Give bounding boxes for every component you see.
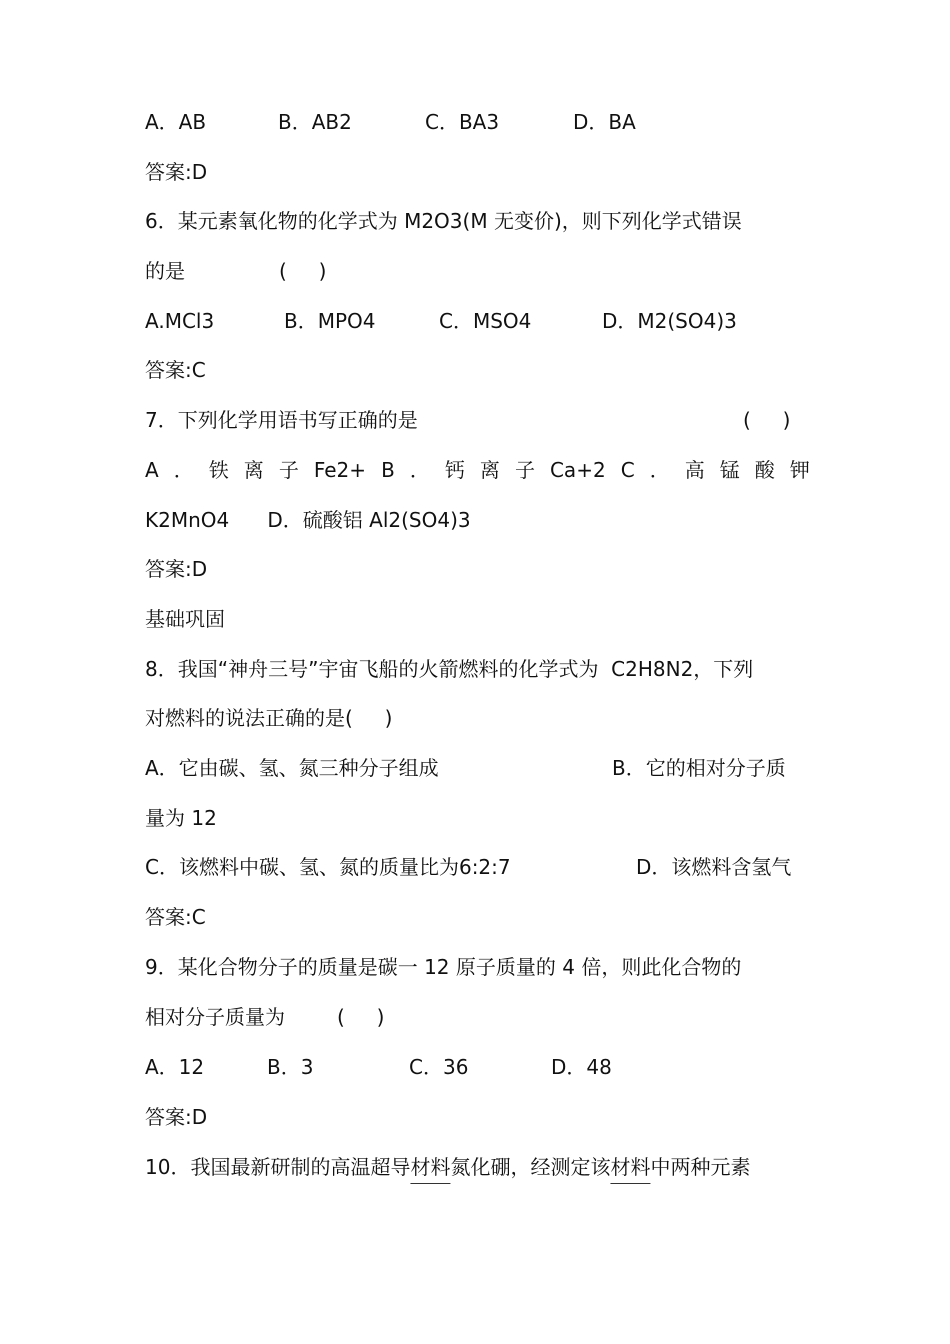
q8-option-a: A．它由碳、氢、氮三种分子组成 [145,756,439,780]
q8-option-b-continued: 量为 12 [145,806,217,830]
q8-answer: 答案:C [145,905,206,929]
q6-stem-line2-text: 的是 [145,259,185,283]
q5-options-line [145,105,810,139]
q9-stem-line2 [145,1000,810,1034]
q7-opt1-token: 锰 [719,458,740,482]
q7-answer-paren: ( ) [743,408,791,432]
q9-option-c: C．36 [409,1055,469,1079]
q7-opt1-token: 高 [684,458,705,482]
q9-answer-paren: ( ) [337,1005,385,1029]
q7-opt1-token: 离 [479,458,500,482]
q6-option-b: B．MPO4 [284,309,376,333]
q5-option-a: A．AB [145,110,207,134]
q8-stem-line2: 对燃料的说法正确的是( ) [145,706,393,730]
q8-options-cd-line [145,850,810,884]
q7-opt1-token: 离 [243,458,264,482]
q7-opt1-token: Ca+2 [549,458,606,482]
q7-opt1-token: Fe2+ [313,458,367,482]
q7-options-line1 [145,453,810,487]
q5-option-d: D．BA [573,110,636,134]
q6-answer-paren: ( ) [279,259,327,283]
q10-underlined-term: 材料 [610,1155,651,1179]
q7-answer: 答案:D [145,557,208,581]
q6-answer: 答案:C [145,358,206,382]
q5-answer: 答案:D [145,160,208,184]
q7-opt1-token: 钾 [789,458,810,482]
q7-opt1-token: B [381,458,395,482]
q5-option-c: C．BA3 [425,110,500,134]
q7-opt1-token: 子 [278,458,299,482]
q9-option-b: B．3 [267,1055,314,1079]
q6-option-c: C．MSO4 [439,309,532,333]
q8-stem-line1: 8．我国“神舟三号”宇宙飞船的火箭燃料的化学式为 C2H8N2，下列 [145,657,754,681]
q7-stem: 7．下列化学用语书写正确的是 [145,408,418,432]
q8-options-ab-line [145,751,810,785]
q10-text-part2: 氮化硼，经测定该 [450,1155,611,1179]
q7-opt1-token: 子 [514,458,535,482]
section-title: 基础巩固 [145,607,225,631]
q7-opt1-token: ． [409,458,430,482]
q8-option-d: D．该燃料含氢气 [636,855,792,879]
q6-option-a: A.MCl3 [145,309,215,333]
q7-opt1-token: ． [173,458,194,482]
q7-options-line2: K2MnO4 D．硫酸铝 Al2(SO4)3 [145,508,471,532]
q8-option-b: B．它的相对分子质 [612,756,786,780]
q7-opt1-token: ． [649,458,670,482]
q7-opt1-token: C [620,458,635,482]
q10-stem-line1 [145,1150,810,1184]
q5-option-b: B．AB2 [278,110,352,134]
q10-text-part3: 中两种元素 [650,1155,751,1179]
q10-underlined-term: 材料 [410,1155,451,1179]
q7-stem-line [145,403,810,437]
q6-stem-line1: 6．某元素氧化物的化学式为 M2O3(M 无变价)，则下列化学式错误 [145,209,742,233]
q10-text-part1: 10．我国最新研制的高温超导 [145,1155,411,1179]
q7-opt1-token: 钙 [444,458,465,482]
q6-options-line [145,304,810,338]
q7-opt1-token: A [145,458,159,482]
q9-option-a: A．12 [145,1055,205,1079]
q7-opt1-token: 铁 [208,458,229,482]
q9-stem-line1: 9．某化合物分子的质量是碳一 12 原子质量的 4 倍，则此化合物的 [145,955,742,979]
q7-opt1-token: 酸 [754,458,775,482]
q9-options-line [145,1050,810,1084]
q9-answer: 答案:D [145,1105,208,1129]
q6-option-d: D．M2(SO4)3 [602,309,737,333]
q6-stem-line2 [145,254,810,288]
q9-option-d: D．48 [551,1055,612,1079]
q8-option-c: C．该燃料中碳、氢、氮的质量比为6:2:7 [145,855,511,879]
q9-stem-line2-text: 相对分子质量为 [145,1005,285,1029]
